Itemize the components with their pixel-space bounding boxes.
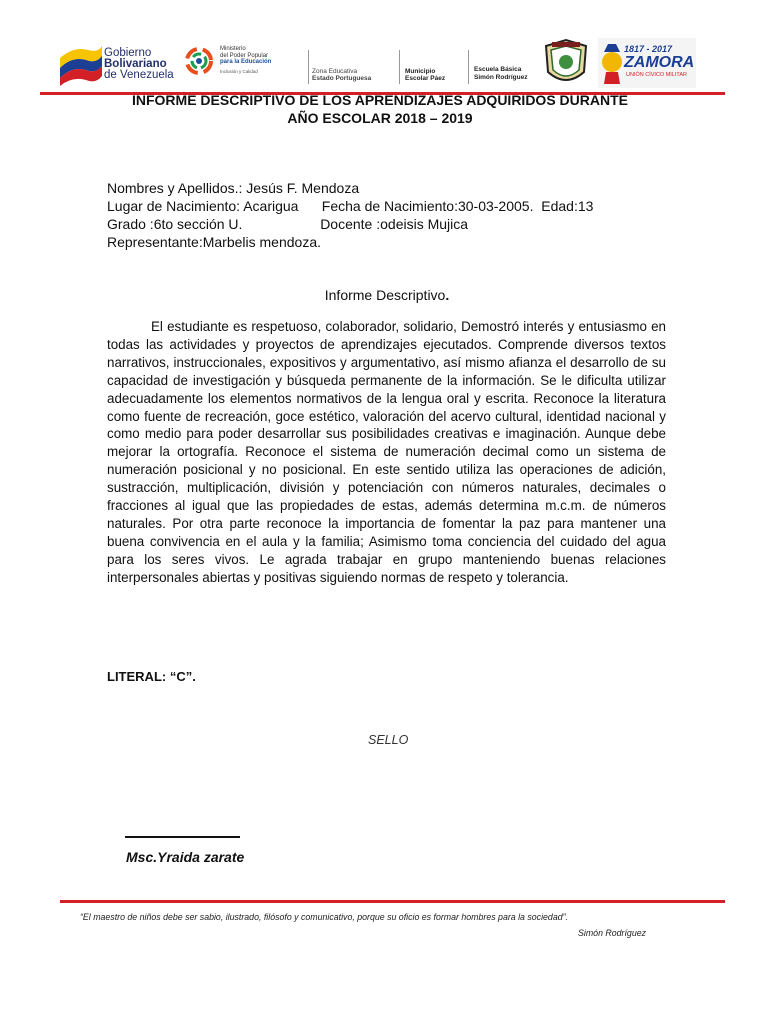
report-title-line1: INFORME DESCRIPTIVO DE LOS APRENDIZAJES ADQUIRIDOS DURANTE <box>131 92 628 108</box>
footer-quote-text: “El maestro de niños debe ser sabio, ilustrado, filósofo y comunicativo, porque su oficio es formar hombres para la sociedad”. <box>80 912 568 922</box>
footer-quote-author: Simón Rodríguez <box>578 928 646 938</box>
student-representative: Representante:Marbelis mendoza. <box>107 234 322 250</box>
report-title-line2: AÑO ESCOLAR 2018 – 2019 <box>287 110 473 126</box>
signature-line <box>125 836 240 838</box>
report-body: El estudiante es respetuoso, colaborador, solidario, Demostró interés y entusiasmo en todas las actividades y proyectos de aprendizajes ejecutados. Comprende diversos textos narrativos, instruccionales, expositivos y argumentativo, así mismo afianza el desarrollo de su capacidad de investigación y búsqueda permanente de la información. Se le dificulta utilizar adecuadamente los elementos normativos de la lengua oral y escrita. Reconoce la literatura como fuente de recreación, goce estético, valoración del acervo cultural, identidad nacional y como medio para poder desarrollar sus posibilidades creativas e imaginación. Aunque debe mejorar la ortografía. Reconoce el sistema de numeración decimal como un sistema de numeración posicional y no posicional. En este sentido utiliza las operaciones de adición, sustracción, multiplicación, división y potenciación con números naturales, decimales o fracciones al igual que las propiedades de estas, además determina m.c.m. de números naturales. Por otra parte reconoce la importancia de fomentar la paz para mantener una buena convivencia en el aula y la familia; Asimismo toma conciencia del cuidado del agua para los seres vivos. Le agrada trabajar en grupo manteniendo buenas relaciones interpersonales abiertas y positivas siguiendo normas de respeto y tolerancia. <box>107 319 666 585</box>
municipio-text: Municipio Escolar Páez <box>405 68 446 82</box>
zona-educativa-text: Zona Educativa Estado Portuguesa <box>312 68 372 82</box>
venezuela-flag-icon <box>58 42 102 86</box>
student-name: Nombres y Apellidos.: Jesús F. Mendoza <box>107 180 360 196</box>
ministerio-educacion-logo <box>184 46 294 88</box>
header-separator <box>308 50 309 84</box>
school-seal-icon <box>542 38 590 88</box>
section-subtitle: Informe Descriptivo. <box>324 287 450 303</box>
ministerio-circle-icon <box>184 46 214 76</box>
zamora-subtitle: UNIÓN CÍVICO MILITAR <box>626 72 688 78</box>
footer-quote <box>80 909 646 938</box>
signature-name: Msc.Yraida zarate <box>126 849 245 865</box>
header-separator <box>399 50 400 84</box>
zamora-years: 1817 - 2017 <box>624 44 673 54</box>
gobierno-text: Gobierno Bolivariano de Venezuela <box>104 47 174 81</box>
student-birth-info: Lugar de Nacimiento: Acarigua Fecha de Nacimiento:30-03-2005. Edad:13 <box>107 198 594 214</box>
header-separator <box>468 50 469 84</box>
page-header <box>58 34 703 92</box>
zamora-name: ZAMORA <box>624 54 695 71</box>
sello-label: SELLO <box>368 733 409 747</box>
escuela-text: Escuela Básica Simón Rodríguez <box>474 66 528 81</box>
gobierno-bolivariano-logo <box>58 42 183 86</box>
footer-red-rule <box>60 900 725 903</box>
student-grade-teacher: Grado :6to sección U. Docente :odeisis Mujica <box>107 216 469 232</box>
literal-grade: LITERAL: “C”. <box>107 669 196 684</box>
ministerio-text: Ministerio del Poder Popular para la Educación Inclusión y Calidad <box>220 46 272 74</box>
